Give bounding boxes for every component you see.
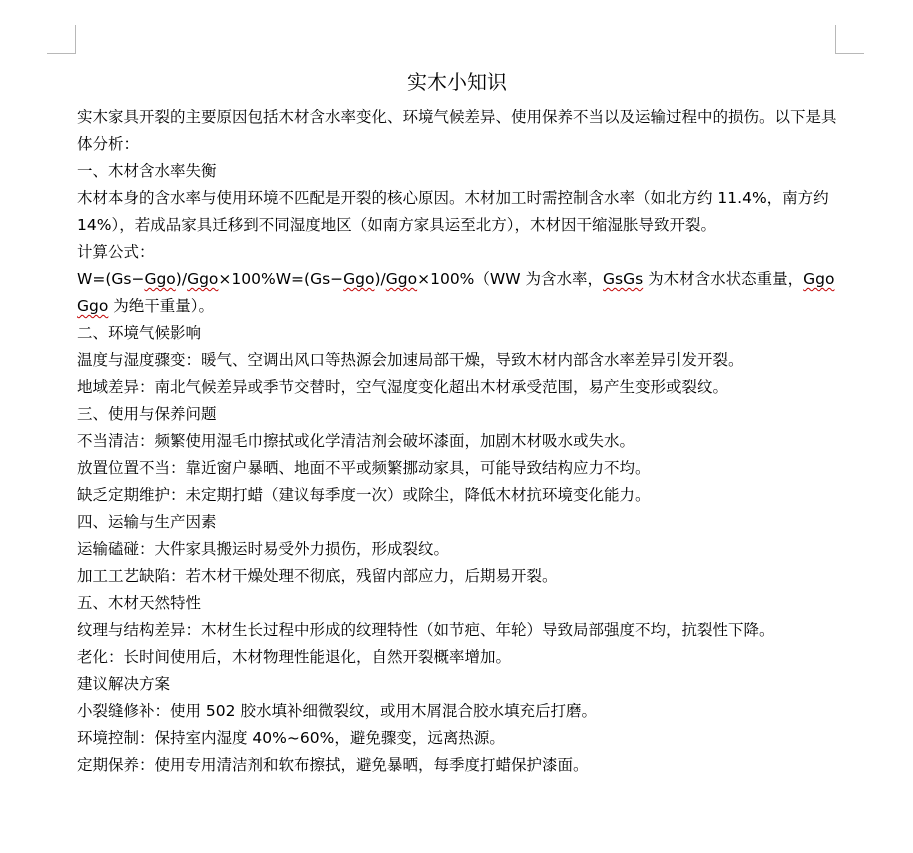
paragraph-formula-label: 计算公式： xyxy=(77,243,155,261)
formula-paragraph xyxy=(77,266,837,320)
section-heading-transport: 四、运输与生产因素 xyxy=(77,513,217,531)
section-heading-solutions: 建议解决方案 xyxy=(77,675,171,693)
intro-paragraph: 实木家具开裂的主要原因包括木材含水率变化、环境气候差异、使用保养不当以及运输过程中的损伤。以下是具体分析： xyxy=(77,108,837,153)
paragraph-temperature-humidity: 温度与湿度骤变：暖气、空调出风口等热源会加速局部干燥，导致木材内部含水率差异引发开裂。 xyxy=(77,351,744,369)
formula-part: )/ xyxy=(374,270,386,288)
formula-part-spellcheck: Ggo xyxy=(187,270,219,288)
paragraph-regular-care: 定期保养：使用专用清洁剂和软布擦拭，避免暴晒，每季度打蜡保护漆面。 xyxy=(77,756,589,774)
page-corner-mark-top-right xyxy=(835,25,864,54)
paragraph-grain-structure: 纹理与结构差异：木材生长过程中形成的纹理特性（如节疤、年轮）导致局部强度不均，抗裂性下降。 xyxy=(77,621,775,639)
paragraph-maintenance: 缺乏定期维护：未定期打蜡（建议每季度一次）或除尘，降低木材抗环境变化能力。 xyxy=(77,486,651,504)
page-corner-mark-top-left xyxy=(47,25,76,54)
paragraph-aging: 老化：长时间使用后，木材物理性能退化，自然开裂概率增加。 xyxy=(77,648,512,666)
formula-part-spellcheck: GgoGgo xyxy=(77,270,835,315)
formula-part: W=(Gs− xyxy=(77,270,145,288)
document-title: 实木小知识 xyxy=(407,70,507,94)
formula-part: )/ xyxy=(175,270,188,288)
paragraph-placement: 放置位置不当：靠近窗户暴晒、地面不平或频繁挪动家具，可能导致结构应力不均。 xyxy=(77,459,651,477)
paragraph-environment-control: 环境控制：保持室内湿度 40%~60%，避免骤变，远离热源。 xyxy=(77,729,505,747)
formula-part: 为绝干重量）。 xyxy=(108,297,215,315)
section-heading-climate: 二、环境气候影响 xyxy=(77,324,202,342)
section-heading-natural: 五、木材天然特性 xyxy=(77,594,202,612)
formula-part: ×100%（WW 为含水率， xyxy=(417,270,603,288)
paragraph-moisture-core: 木材本身的含水率与使用环境不匹配是开裂的核心原因。木材加工时需控制含水率（如北方约 11.4%，南方约 14%），若成品家具迁移到不同湿度地区（如南方家具运至北方），木材因干缩湿胀导致开裂。 xyxy=(77,189,829,234)
paragraph-regional-difference: 地域差异：南北气候差异或季节交替时，空气湿度变化超出木材承受范围，易产生变形或裂纹。 xyxy=(77,378,729,396)
document-body xyxy=(77,64,837,779)
formula-part: 为木材含水状态重量， xyxy=(643,270,804,288)
paragraph-cleaning: 不当清洁：频繁使用湿毛巾擦拭或化学清洁剂会破坏漆面，加剧木材吸水或失水。 xyxy=(77,432,636,450)
formula-part: ×100%W=(Gs− xyxy=(218,270,344,288)
formula-part-spellcheck: Ggo xyxy=(144,270,176,288)
section-heading-usage: 三、使用与保养问题 xyxy=(77,405,217,423)
formula-part-spellcheck: Ggo xyxy=(343,270,375,288)
section-heading-moisture: 一、木材含水率失衡 xyxy=(77,162,217,180)
formula-part-spellcheck: GsGs xyxy=(603,270,644,288)
formula-part-spellcheck: Ggo xyxy=(385,270,418,288)
paragraph-processing-defect: 加工工艺缺陷：若木材干燥处理不彻底，残留内部应力，后期易开裂。 xyxy=(77,567,558,585)
paragraph-crack-repair: 小裂缝修补：使用 502 胶水填补细微裂纹，或用木屑混合胶水填充后打磨。 xyxy=(77,702,597,720)
paragraph-transport-damage: 运输磕碰：大件家具搬运时易受外力损伤，形成裂纹。 xyxy=(77,540,450,558)
